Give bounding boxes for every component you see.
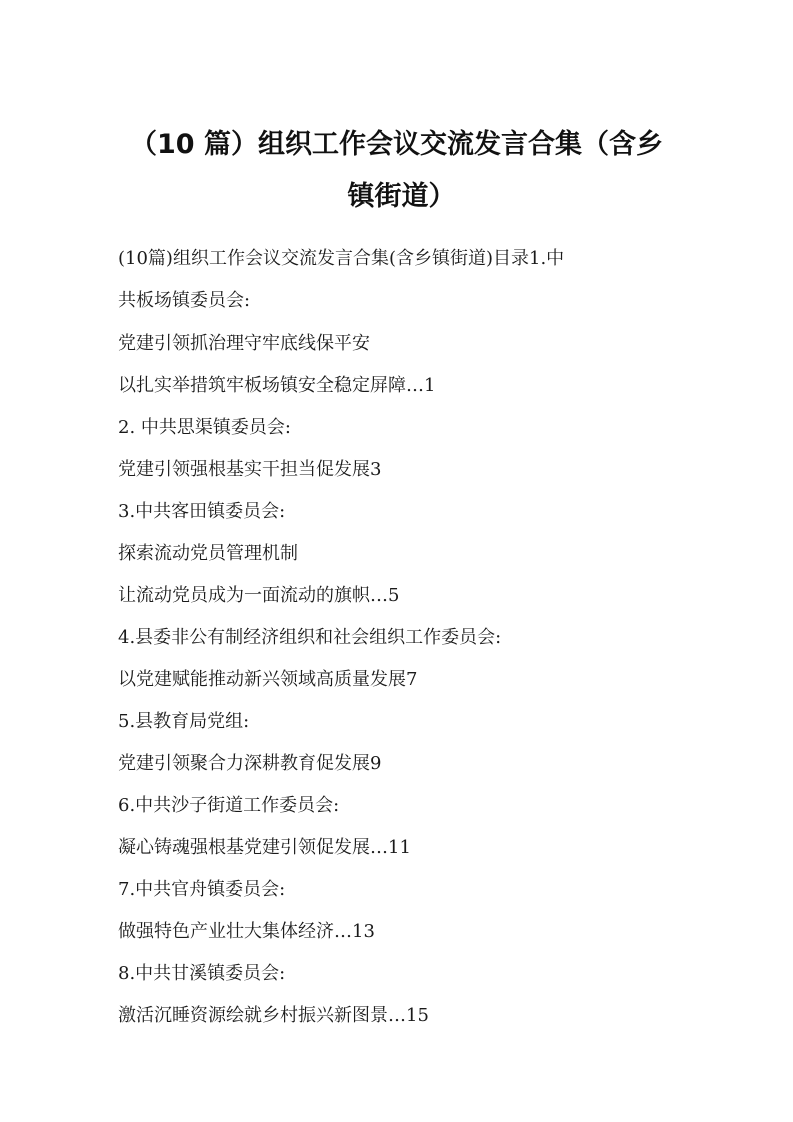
toc-intro-line: (10篇)组织工作会议交流发言合集(含乡镇街道)目录1.中 [118, 248, 565, 269]
toc-line: 以党建赋能推动新兴领域高质量发展7 [118, 669, 418, 690]
toc-line: 共板场镇委员会: [118, 290, 251, 311]
toc-line: 4.县委非公有制经济组织和社会组织工作委员会: [118, 627, 502, 648]
toc-line: 让流动党员成为一面流动的旗帜…5 [118, 585, 400, 606]
toc-line: 党建引领抓治理守牢底线保平安 [118, 333, 370, 354]
document-title-line-1: （10 篇）组织工作会议交流发言合集（含乡 [130, 129, 663, 160]
document-title-line-2: 镇街道） [347, 181, 456, 212]
toc-line: 激活沉睡资源绘就乡村振兴新图景…15 [118, 1005, 429, 1026]
toc-line: 党建引领强根基实干担当促发展3 [118, 459, 382, 480]
toc-line: 2. 中共思渠镇委员会: [118, 417, 291, 438]
toc-line: 党建引领聚合力深耕教育促发展9 [118, 753, 382, 774]
toc-line: 探索流动党员管理机制 [118, 543, 298, 564]
toc-line: 凝心铸魂强根基党建引领促发展…11 [118, 837, 411, 858]
toc-line: 5.县教育局党组: [118, 711, 250, 732]
toc-line: 3.中共客田镇委员会: [118, 501, 286, 522]
toc-line: 7.中共官舟镇委员会: [118, 879, 286, 900]
toc-line: 做强特色产业壮大集体经济…13 [118, 921, 375, 942]
toc-line: 以扎实举措筑牢板场镇安全稳定屏障…1 [118, 375, 436, 396]
toc-line: 6.中共沙子街道工作委员会: [118, 795, 340, 816]
toc-line: 8.中共甘溪镇委员会: [118, 963, 286, 984]
